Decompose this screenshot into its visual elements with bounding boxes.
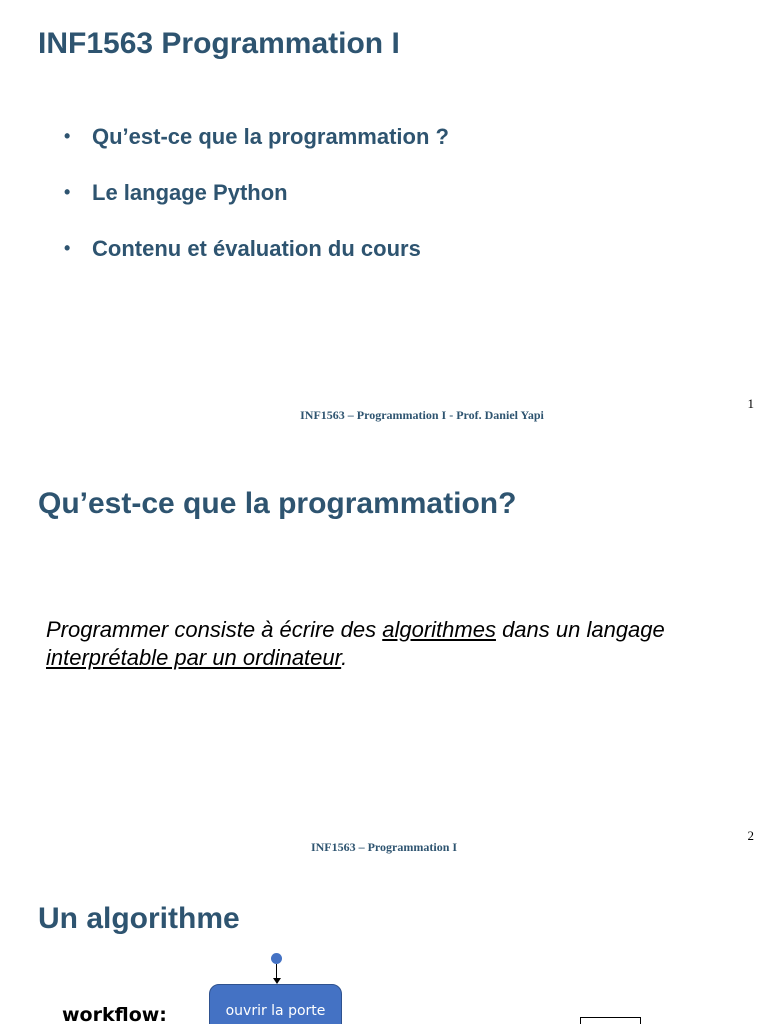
definition-term-interpretable: interprétable par un ordinateur bbox=[46, 645, 342, 670]
definition-text bbox=[46, 616, 726, 672]
bullet-text: Contenu et évaluation du cours bbox=[92, 236, 421, 261]
bullet-list bbox=[64, 120, 449, 288]
bullet-item bbox=[64, 176, 449, 232]
definition-part: dans un langage bbox=[495, 617, 665, 642]
workflow-side-box bbox=[580, 1017, 641, 1024]
definition-part: Programmer consiste à écrire des bbox=[46, 617, 383, 642]
bullet-item bbox=[64, 120, 449, 176]
workflow-step-box: ouvrir la porte bbox=[209, 984, 342, 1024]
bullet-icon: • bbox=[64, 126, 71, 146]
definition-term-algorithmes: algorithmes bbox=[382, 617, 496, 642]
bullet-text: Qu’est-ce que la programmation ? bbox=[92, 124, 449, 149]
page-number: 1 bbox=[747, 396, 754, 411]
bullet-icon: • bbox=[64, 238, 71, 258]
slide-title: INF1563 Programmation I bbox=[38, 27, 400, 60]
slide-footer: INF1563 – Programmation I - Prof. Daniel Yapi bbox=[300, 408, 544, 422]
slide-title: Un algorithme bbox=[38, 902, 240, 935]
start-node-icon bbox=[271, 953, 282, 964]
page-number: 2 bbox=[747, 828, 754, 843]
bullet-icon: • bbox=[64, 182, 71, 202]
slide-2 bbox=[0, 432, 768, 864]
bullet-item bbox=[64, 232, 449, 288]
workflow-label: workflow: bbox=[62, 1004, 167, 1024]
slide-1 bbox=[0, 0, 768, 432]
slide-title: Qu’est-ce que la programmation? bbox=[38, 487, 517, 520]
bullet-text: Le langage Python bbox=[92, 180, 288, 205]
definition-part: . bbox=[341, 645, 348, 670]
slide-footer: INF1563 – Programmation I bbox=[310, 840, 458, 854]
slide-3 bbox=[0, 864, 768, 1024]
